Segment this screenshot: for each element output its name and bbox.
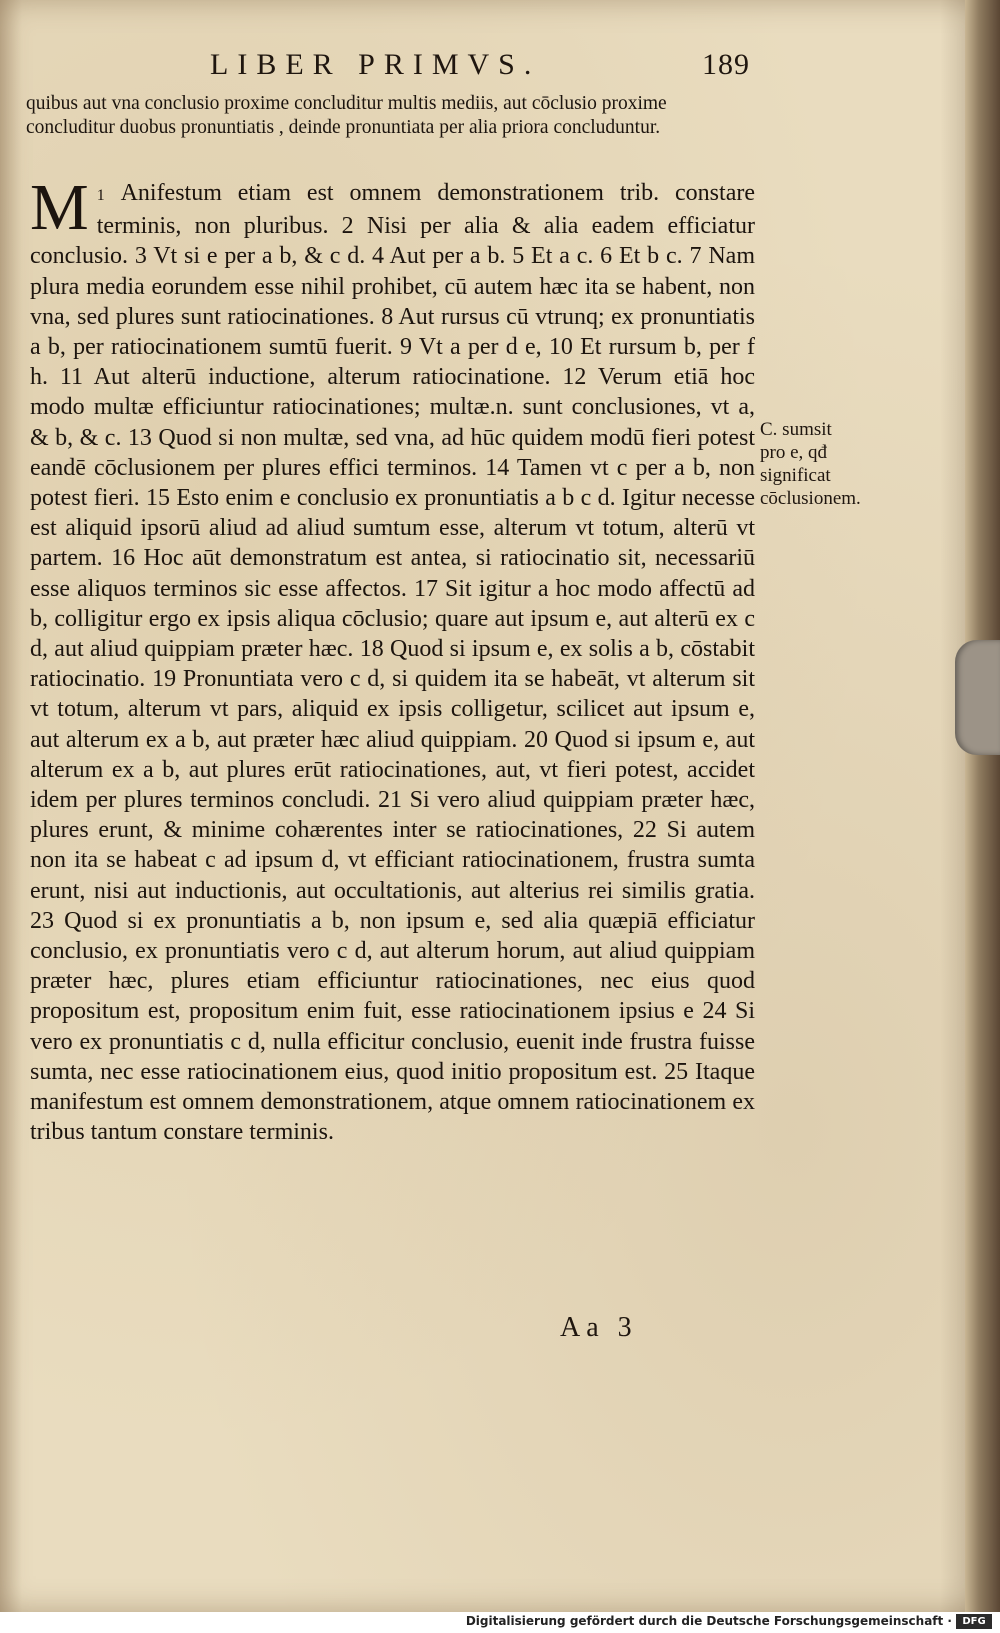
drop-cap: M <box>30 171 89 244</box>
running-header <box>210 48 750 86</box>
signature-mark: Aa 3 <box>560 1312 638 1343</box>
paragraph-number: 1 <box>96 187 105 204</box>
dfg-logo-icon: DFG <box>956 1614 992 1629</box>
footer-credit: Digitalisierung gefördert durch die Deutsche Forschungsgemeinschaft · <box>465 1614 952 1628</box>
page-number: 189 <box>702 48 750 81</box>
main-text: Anifestum etiam est omnem demonstrationem trib. constare terminis, non pluribus. 2 Nisi per alia & alia eadem efficiatur conclusio. 3 Vt si e per a b, & c d. 4 Aut per a b. 5 Et a c. 6 Et b c. 7 Nam plura media eorundem esse nihil prohibet, cū autem hæc ita se habent, non vna, sed plures sunt ratiocinationes. 8 Aut rursus cū vtrunq; ex pronuntiatis a b, per ratiocinationem sumtū fuerit. 9 Vt a per d e, 10 Et rursum b, per f h. 11 Aut alterū inductione, alterum ratiocinatione. 12 Verum etiā hoc modo multæ efficiuntur ratiocinationes; multæ.n. sunt conclusiones, vt a, & b, & c. 13 Quod si non multæ, sed vna, ad hūc quidem modū fieri potest eandē cōclusionem per plures effici terminos. 14 Tamen vt c per a b, non potest fieri. 15 Esto enim e conclusio ex pronuntiatis a b c d. Igitur necesse est aliquid ipsorū aliud ad aliud sumtum esse, alterum vt totum, alterū vt partem. 16 Hoc aūt demonstratum est antea, si ratiocinatio sit, necessariū esse aliquos terminos sic esse affectos. 17 Sit igitur a hoc modo affectū ad b, colligitur ergo ex ipsis aliqua cōclusio; quare aut ipsum e, aut alterū ex c d, aut aliud quippiam præter hæc. 18 Quod si ipsum e, ex solis a b, cōstabit ratiocinatio. 19 Pronuntiata vero c d, si quidem ita se habeāt, vt alterum sit vt totum, alterum vt pars, aliquid ex ipsis colligetur, scilicet aut ipsum e, aut alterum ex a b, aut præter hæc aliud quippiam. 20 Quod si ipsum e, aut alterum ex a b, aut plures erūt ratiocinationes, aut, vt fieri potest, accidet idem per plures terminos concludi. 21 Si vero aliud quippiam præter hæc, plures erunt, & minime cohærentes inter se ratiocinationes, 22 Si autem non ita se habeat c ad ipsum d, vt efficiant ratiocinationem, frustra sumta erunt, nisi aut inductionis, aut occultationis, aut alterius rei similis gratia. 23 Quod si ex pronuntiatis a b, non ipsum e, sed alia quæpiā efficiatur conclusio, ex pronuntiatis vero c d, aut alterum horum, aut aliud quippiam præter hæc, plures etiam efficiuntur ratiocinationes, nec eius quod propositum est, propositum enim fuit, esse ratiocinationem ipsius e 24 Si vero ex pronuntiatis c d, nulla efficitur conclusio, euenit inde frustra fuisse sumta, nec esse ratiocinationem eius, quod initio propositum est. 25 Itaque manifestum est omnem demonstrationem, atque omnem ratiocinationem ex tribus tantum constare terminis. <box>30 180 755 1146</box>
intro-paragraph: quibus aut vna conclusio proxime concluditur multis mediis, aut cōclusio proxime concluditur duobus pronuntiatis , deinde pronuntiata per alia priora concluduntur. <box>26 93 667 138</box>
main-paragraph <box>30 171 755 1148</box>
margin-note: C. sumsit pro e, qđ significat cōclusionem. <box>760 419 861 509</box>
page-edge <box>965 0 1000 1612</box>
book-clip <box>955 640 1000 755</box>
running-title: LIBER PRIMVS. <box>210 48 541 81</box>
